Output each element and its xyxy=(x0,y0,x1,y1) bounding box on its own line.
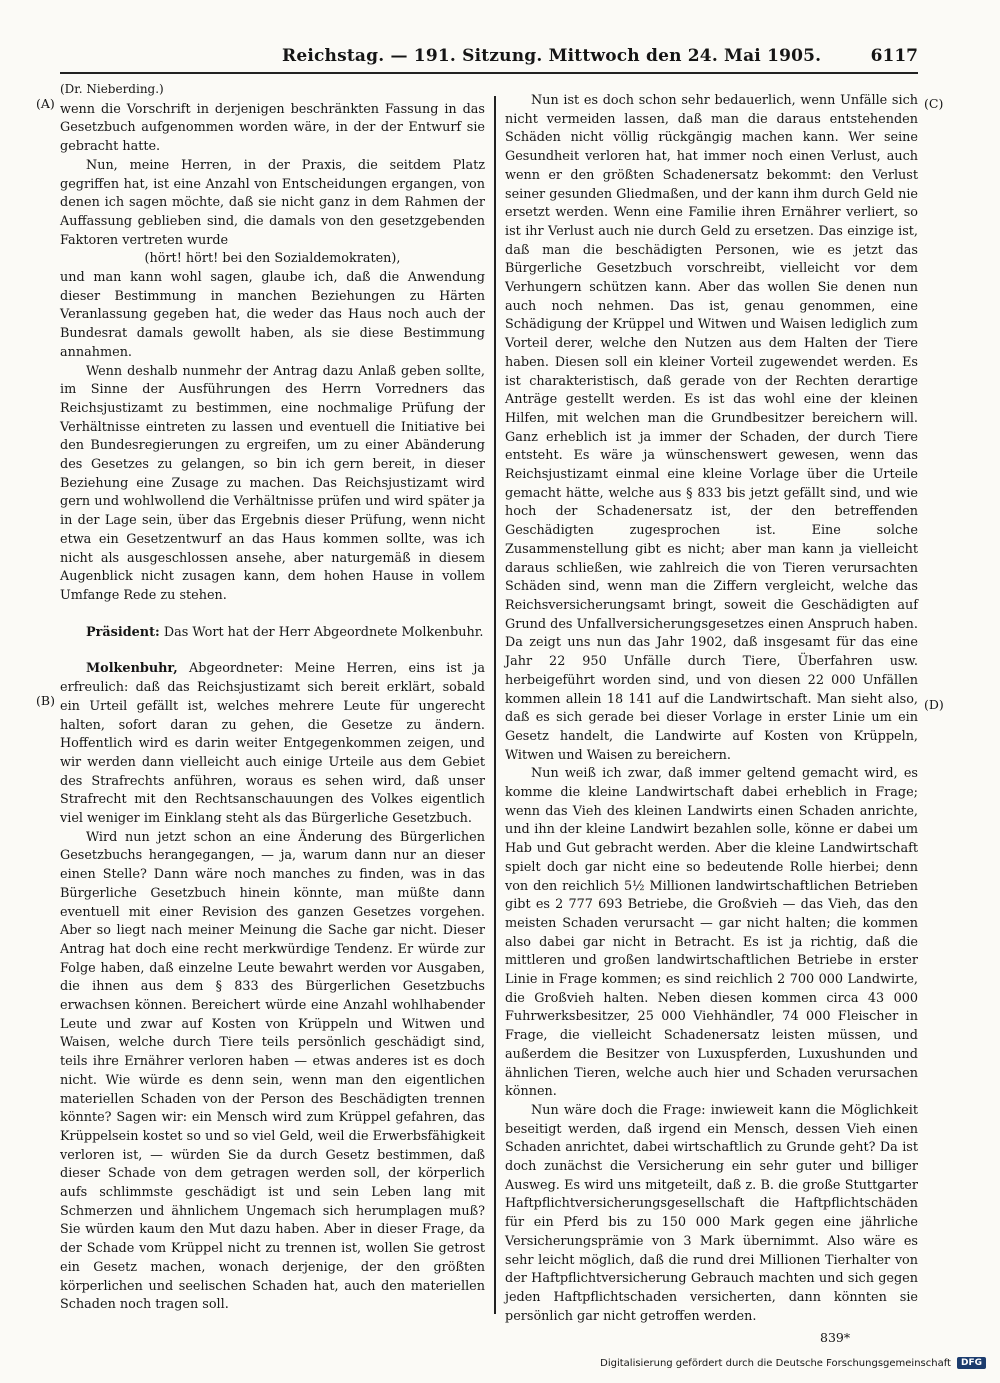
speaker-name: Molkenbuhr, xyxy=(86,661,178,677)
paragraph: Wird nun jetzt schon an eine Änderung des Bürgerlichen Gesetzbuchs herangegangen, — ja, warum dann nur an dieser einen Stelle? Dann wäre noch manches zu finden, was in das Bürgerliche Gesetzbuch hinein könnte, man müßte dann eventuell mit einer Revision des ganzen Gesetzes vorgehen. Aber so liegt nach meiner Meinung die Sache gar nicht. Dieser Antrag hat doch eine recht merkwürdige Tendenz. Er würde zur Folge haben, daß einzelne Leute bewahrt werden vor Ausgaben, die ihnen aus dem § 833 des Bürgerlichen Gesetzbuchs erwachsen können. Bereichert würde eine Anzahl wohlhabender Leute und zwar auf Kosten von Krüppeln und Witwen und Waisen, welche durch Tiere teils persönlich geschädigt sind, teils ihre Ernährer verloren haben — etwas anderes ist es doch nicht. Wie würde es denn sein, wenn man den eigentlichen materiellen Schaden von der Person des Beschädigten trennen könnte? Sagen wir: ein Mensch wird zum Krüppel gefahren, das Krüppelsein kostet so und so viel Geld, weil die Erwerbsfähigkeit verloren ist, — würden Sie da durch Gesetz bestimmen, daß dieser Schade von dem getragen werden soll, der körperlich aufs schlimmste geschädigt ist und sein Leben lang mit Schmerzen und ähnlichem Ungemach sich herumplagen muß? Sie würden kaum den Mut dazu haben. Aber in dieser Frage, da der Schade vom Krüppel nicht zu trennen ist, wollen Sie getrost ein Gesetz machen, wonach derjenige, der den größten körperlichen und seelischen Schaden hat, auch den materiellen Schaden noch tragen soll. xyxy=(60,829,485,1313)
president-label: Präsident: xyxy=(86,624,160,640)
footer xyxy=(600,1357,986,1369)
paragraph: Nun, meine Herren, in der Praxis, die seitdem Platz gegriffen hat, ist eine Anzahl von Entscheidungen ergangen, von denen ich sagen möchte, daß sie nicht ganz in dem Rahmen der Auffassung geblieben sind, die damals von den gesetzgebenden Faktoren vertreten wurde xyxy=(60,157,485,248)
president-paragraph xyxy=(60,624,485,643)
paragraph: Nun weiß ich zwar, daß immer geltend gemacht wird, es komme die kleine Landwirtschaft dabei erheblich in Frage; wenn das Vieh des kleinen Landwirts einen Schaden anrichte, und ihn der kleine Landwirt bezahlen solle, könne er dabei um Hab und Gut gebracht werden. Aber die kleine Landwirtschaft spielt doch gar nicht eine so bedeutende Rolle hierbei; denn von den reichlich 5½ Millionen landwirtschaftlichen Betrieben gibt es 2 777 693 Betriebe, die Großvieh — das Vieh, das den meisten Schaden verursacht — gar nicht halten; die kommen also dabei gar nicht in Betracht. Es ist ja richtig, daß die mittleren und großen landwirtschaftlichen Betriebe in erster Linie in Frage kommen; es sind reichlich 2 700 000 Landwirte, die Großvieh halten. Neben diesen kommen circa 43 000 Fuhrwerksbesitzer, 25 000 Viehhändler, 74 000 Fleischer in Frage, die vielleicht Schadenersatz leisten müssen, und außerdem die Besitzer von Luxuspferden, Luxushunden und ähnlichen Tieren, welche auch hier und Schaden verursachen können. xyxy=(505,766,918,1100)
speech-paragraph xyxy=(60,660,485,828)
dfg-logo: DFG xyxy=(957,1357,986,1369)
page-number: 6117 xyxy=(870,46,918,66)
interjection: (hört! hört! bei den Sozialdemokraten), xyxy=(144,251,401,267)
page-header xyxy=(60,44,918,74)
header-title: Reichstag. — 191. Sitzung. Mittwoch den 24. Mai 1905. xyxy=(282,46,822,66)
printer-signature: 839* xyxy=(820,1330,851,1345)
speaker-tag: (Dr. Nieberding.) xyxy=(60,82,164,96)
margin-marker-a: (A) xyxy=(36,96,55,111)
paragraph: Nun wäre doch die Frage: inwieweit kann die Möglichkeit beseitigt werden, daß irgend ein Mensch, dessen Vieh einen Schaden anrichtet, dabei wirtschaftlich zu Grunde geht? Da ist doch zunächst die Versicherung ein sehr guter und billiger Ausweg. Es wird uns mitgeteilt, daß z. B. die große Stuttgarter Haftpflichtversicherungsgesellschaft die Haftpflichtschäden für ein Pferd bis zu 150 000 Mark gegen eine jährliche Versicherungsprämie von 3 Mark übernimmt. Also wäre es sehr leicht möglich, daß die rund drei Millionen Tierhalter von der Haftpflichtversicherung Gebrauch machten und sich gegen jeden Haftpflichtschaden versicherten, dann könnten sie persönlich gar nicht getroffen werden. xyxy=(505,1102,918,1324)
column-divider xyxy=(494,96,496,1314)
left-column xyxy=(60,80,485,1315)
paragraph: wenn die Vorschrift in derjenigen beschränkten Fassung in das Gesetzbuch aufgenommen worden wäre, in der der Entwurf sie gebracht hatte. xyxy=(60,101,485,155)
president-text: Das Wort hat der Herr Abgeordnete Molkenbuhr. xyxy=(163,624,484,640)
speech-text: Abgeordneter: Meine Herren, eins ist ja erfreulich: daß das Reichsjustizamt sich bereit erklärt, sobald ein Urteil gefällt ist, welches mehrere Leute für ungerecht halten, sofort daran zu gehen, die Gesetze zu ändern. Hoffentlich wird es darin weiter Entgegenkommen zeigen, und wir werden dann vielleicht auch einige Urteile aus dem Gebiet des Strafrechts anführen, woraus es sehen wird, daß unser Strafrecht mit den Rechtsanschauungen des Volkes eigentlich viel weniger im Einklang steht als das Bürgerliche Gesetzbuch. xyxy=(60,661,485,827)
margin-marker-c: (C) xyxy=(924,96,944,111)
margin-marker-d: (D) xyxy=(924,697,944,712)
paragraph: Nun ist es doch schon sehr bedauerlich, wenn Unfälle sich nicht vermeiden lassen, daß man die daraus entstehenden Schäden nicht völlig rückgängig machen kann. Wer seine Gesundheit verloren hat, hat immer noch einen Verlust, auch wenn er den größten Schadenersatz bekommt: den Verlust seiner gesunden Gliedmaßen, und der kann ihm durch Geld nie ersetzt werden. Wenn eine Familie ihren Ernährer verliert, so ist ihr Verlust auch nie durch Geld zu ersetzen. Das einzige ist, daß man die beschädigten Personen, wie es jetzt das Bürgerliche Gesetzbuch vorschreibt, vielleicht vor dem Verhungern schützen kann. Aber das wollen Sie denen nun auch noch nehmen. Das ist, genau genommen, eine Schädigung der Krüppel und Witwen und Waisen lediglich zum Vorteil derer, welche den Nutzen aus dem Halten der Tiere haben. Diesen soll ein kleiner Vorteil zugewendet werden. Es ist charakteristisch, daß gerade von der Rechten derartige Anträge gestellt werden. Es ist das wohl eine der kleinen Hilfen, mit welchen man die Grundbesitzer bereichern will. Ganz erheblich ist ja immer der Schaden, der durch Tiere entsteht. Es wäre ja wünschenswert gewesen, wenn das Reichsjustizamt einmal eine kleine Vorlage über die Urteile gemacht hätte, welche aus § 833 bis jetzt gefällt sind, und wie hoch der Schadenersatz ist, der den betreffenden Geschädigten zugesprochen ist. Eine solche Zusammenstellung gibt es nicht; aber man kann ja vielleicht daraus schließen, wie zahlreich die von Tieren verursachten Schäden sind, wenn man die Ziffern vergleicht, welche das Reichsversicherungsamt bringt, soweit die Geschädigten auf Grund des Unfallversicherungsgesetzes einen Anspruch haben. Da zeigt uns nun das Jahr 1902, daß insgesamt für das eine Jahr 22 950 Unfälle durch Tiere, Überfahren usw. herbeigeführt worden sind, und von diesen 22 000 Unfällen kommen allein 18 141 auf die Landwirtschaft. Man sieht also, daß es sich gerade bei dieser Vorlage in erster Linie um ein Gesetz handelt, die Landwirte auf Kosten von Krüppeln, Witwen und Waisen zu bereichern. xyxy=(505,93,918,763)
margin-marker-b: (B) xyxy=(36,693,55,708)
paragraph: und man kann wohl sagen, glaube ich, daß die Anwendung dieser Bestimmung in manchen Beziehungen zu Härten Veranlassung gegeben hat, die weder das Haus noch auch der Bundesrat damals gewollt haben, als sie diese Bestimmung annahmen. xyxy=(60,270,485,360)
right-column xyxy=(505,92,918,1326)
paragraph: Wenn deshalb nunmehr der Antrag dazu Anlaß geben sollte, im Sinne der Ausführungen des Herrn Vorredners das Reichsjustizamt zu bestimmen, eine nochmalige Prüfung der Verhältnisse eintreten zu lassen und eventuell die Initiative bei den Bundesregierungen zu ergreifen, um zu einer Abänderung des Gesetzes zu gelangen, so bin ich gern bereit, in dieser Beziehung eine Zusage zu machen. Das Reichsjustizamt wird gern und wohlwollend die Verhältnisse prüfen und wird später ja in der Lage sein, über das Ergebnis dieser Prüfung, wenn nicht etwa ein Gesetzentwurf an das Haus kommen sollte, was ich nicht als ausgeschlossen ansehe, aber naturgemäß in diesem Augenblick nicht zusagen kann, dem hohen Hause in vollem Umfange Rede zu stehen. xyxy=(60,363,485,603)
footer-credit: Digitalisierung gefördert durch die Deutsche Forschungsgemeinschaft xyxy=(600,1357,951,1369)
